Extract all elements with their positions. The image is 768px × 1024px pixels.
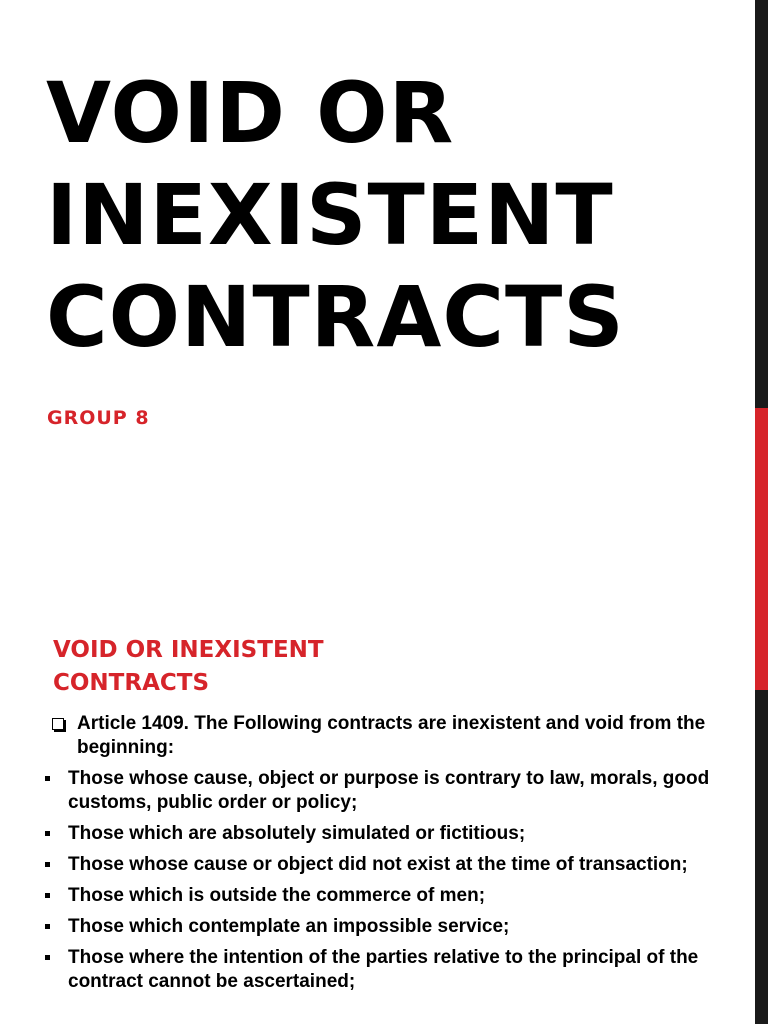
list-item-text: Those where the intention of the parties relative to the principal of the contract cannot be ascertained; (68, 947, 699, 992)
square-bullet-icon (45, 955, 50, 960)
square-bullet-icon (45, 862, 50, 867)
square-bullet-icon (45, 776, 50, 781)
article-intro-text: Article 1409. The Following contracts are inexistent and void from the beginning: (77, 713, 706, 758)
slide-title: VOID OR INEXISTENT CONTRACTS (46, 64, 625, 366)
list-item-text: Those which are absolutely simulated or fictitious; (68, 823, 526, 844)
slide-subtitle: GROUP 8 (47, 407, 150, 429)
list-item (48, 767, 748, 815)
square-bullet-icon (45, 924, 50, 929)
list-item (48, 822, 748, 846)
list-item-text: Those which contemplate an impossible service; (68, 916, 510, 937)
section-heading: VOID OR INEXISTENT CONTRACTS (53, 637, 324, 696)
list-item (48, 915, 748, 939)
article-content (48, 712, 748, 1001)
list-item (48, 853, 748, 877)
square-bullet-icon (45, 893, 50, 898)
list-item-text: Those whose cause or object did not exist at the time of transaction; (68, 854, 688, 875)
slide-edge-accent (755, 408, 768, 690)
contract-conditions-list (48, 767, 748, 994)
list-item (48, 884, 748, 908)
article-intro (48, 712, 748, 760)
hollow-square-bullet-icon (52, 718, 64, 730)
list-item (48, 946, 748, 994)
list-item-text: Those which is outside the commerce of men; (68, 885, 486, 906)
square-bullet-icon (45, 831, 50, 836)
list-item-text: Those whose cause, object or purpose is contrary to law, morals, good customs, public order or policy; (68, 768, 710, 813)
